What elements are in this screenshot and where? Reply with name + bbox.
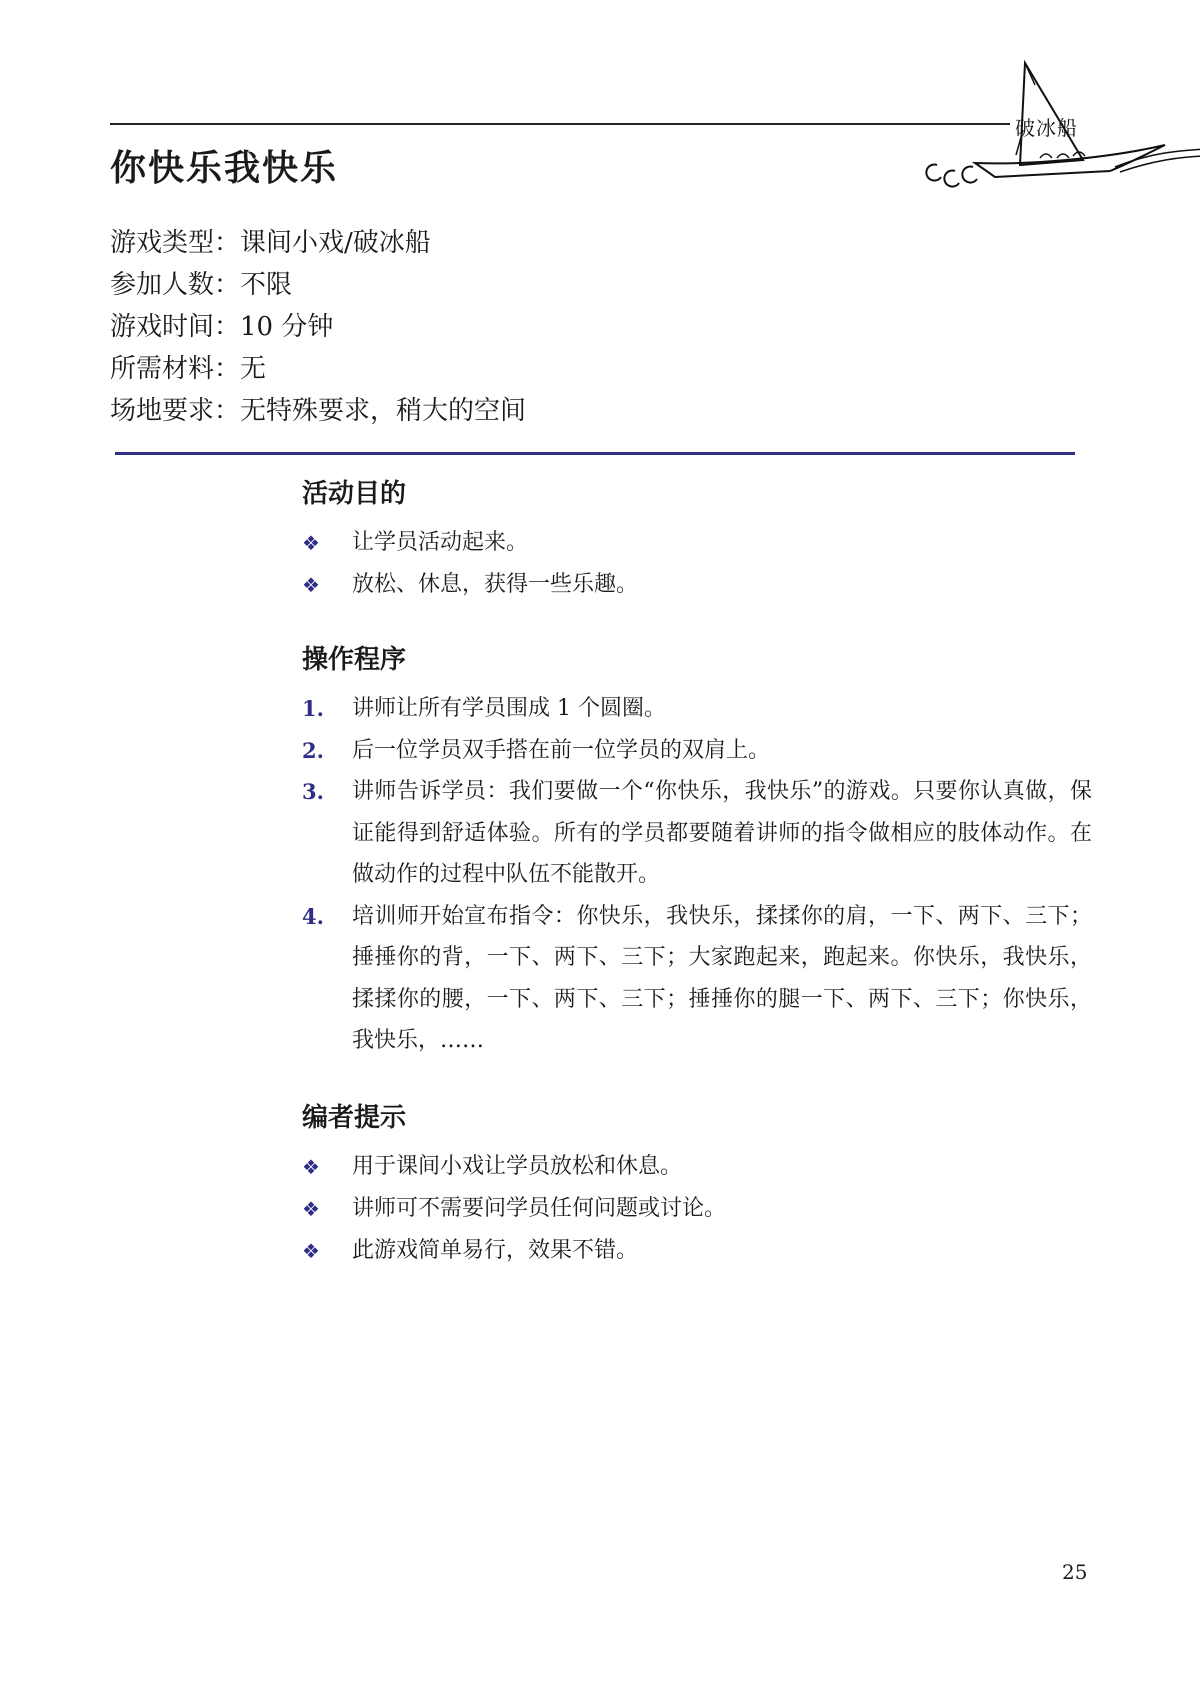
meta-item (110, 390, 526, 432)
meta-value: 课间小戏/破冰船 (240, 228, 431, 258)
step-number: 3. (302, 779, 324, 804)
step-item (302, 730, 1092, 772)
list-item (302, 1230, 1102, 1272)
game-meta-list (110, 222, 526, 432)
section-heading: 操作程序 (302, 645, 407, 675)
meta-item (110, 306, 526, 348)
step-text: 讲师让所有学员围成 1 个圆圈。 (352, 696, 666, 721)
bullet-diamond-icon: ❖ (302, 1239, 320, 1263)
step-item (302, 771, 1092, 896)
page-title: 你快乐我快乐 (110, 148, 339, 189)
page-number: 25 (1062, 1560, 1088, 1584)
list-item-text: 用于课间小戏让学员放松和休息。 (352, 1154, 683, 1179)
step-number: 1. (302, 696, 324, 721)
step-item (302, 896, 1092, 1062)
section-divider (115, 452, 1075, 455)
editor-notes-section (302, 1100, 1102, 1272)
bullet-diamond-icon: ❖ (302, 573, 320, 597)
meta-value: 10 分钟 (240, 312, 334, 342)
meta-label: 所需材料： (110, 354, 241, 384)
step-text: 讲师告诉学员：我们要做一个“你快乐，我快乐”的游戏。只要你认真做，保证能得到舒适体验。所有的学员都要随着讲师的指令做相应的肢体动作。在做动作的过程中队伍不能散开。 (352, 779, 1092, 887)
list-item-text: 讲师可不需要问学员任何问题或讨论。 (352, 1196, 727, 1221)
step-text: 后一位学员双手搭在前一位学员的双肩上。 (352, 737, 771, 763)
list-item-text: 放松、休息，获得一些乐趣。 (352, 572, 639, 597)
meta-item (110, 222, 526, 264)
step-number: 4. (302, 903, 324, 929)
list-item-text: 让学员活动起来。 (352, 530, 529, 555)
meta-item (110, 348, 526, 390)
procedure-section (302, 642, 1102, 1062)
meta-label: 场地要求： (110, 396, 241, 426)
list-item (302, 1146, 1102, 1188)
meta-label: 参加人数： (110, 270, 241, 300)
step-number: 2. (302, 737, 324, 763)
meta-value: 不限 (240, 270, 293, 300)
header-rule (110, 123, 1010, 125)
list-item (302, 1188, 1102, 1230)
objective-section (302, 476, 1102, 606)
meta-label: 游戏时间： (110, 312, 241, 342)
step-text: 培训师开始宣布指令：你快乐，我快乐，揉揉你的肩，一下、两下、三下；捶捶你的背，一下、两下、三下；大家跑起来，跑起来。你快乐，我快乐，揉揉你的腰，一下、两下、三下；捶捶你的腿一下、两下、三下；你快乐，我快乐，…… (352, 903, 1092, 1053)
bullet-diamond-icon: ❖ (302, 1155, 320, 1179)
list-item (302, 564, 1102, 606)
section-heading: 活动目的 (302, 479, 407, 509)
meta-value: 无 (240, 354, 267, 384)
section-heading: 编者提示 (302, 1103, 407, 1133)
list-item-text: 此游戏简单易行，效果不错。 (352, 1238, 639, 1263)
meta-label: 游戏类型： (110, 228, 241, 258)
meta-item (110, 264, 526, 306)
bullet-diamond-icon: ❖ (302, 531, 320, 555)
meta-value: 无特殊要求，稍大的空间 (240, 396, 527, 426)
list-item (302, 522, 1102, 564)
step-item (302, 688, 1092, 730)
logo-text: 破冰船 (1015, 116, 1078, 140)
bullet-diamond-icon: ❖ (302, 1197, 320, 1221)
